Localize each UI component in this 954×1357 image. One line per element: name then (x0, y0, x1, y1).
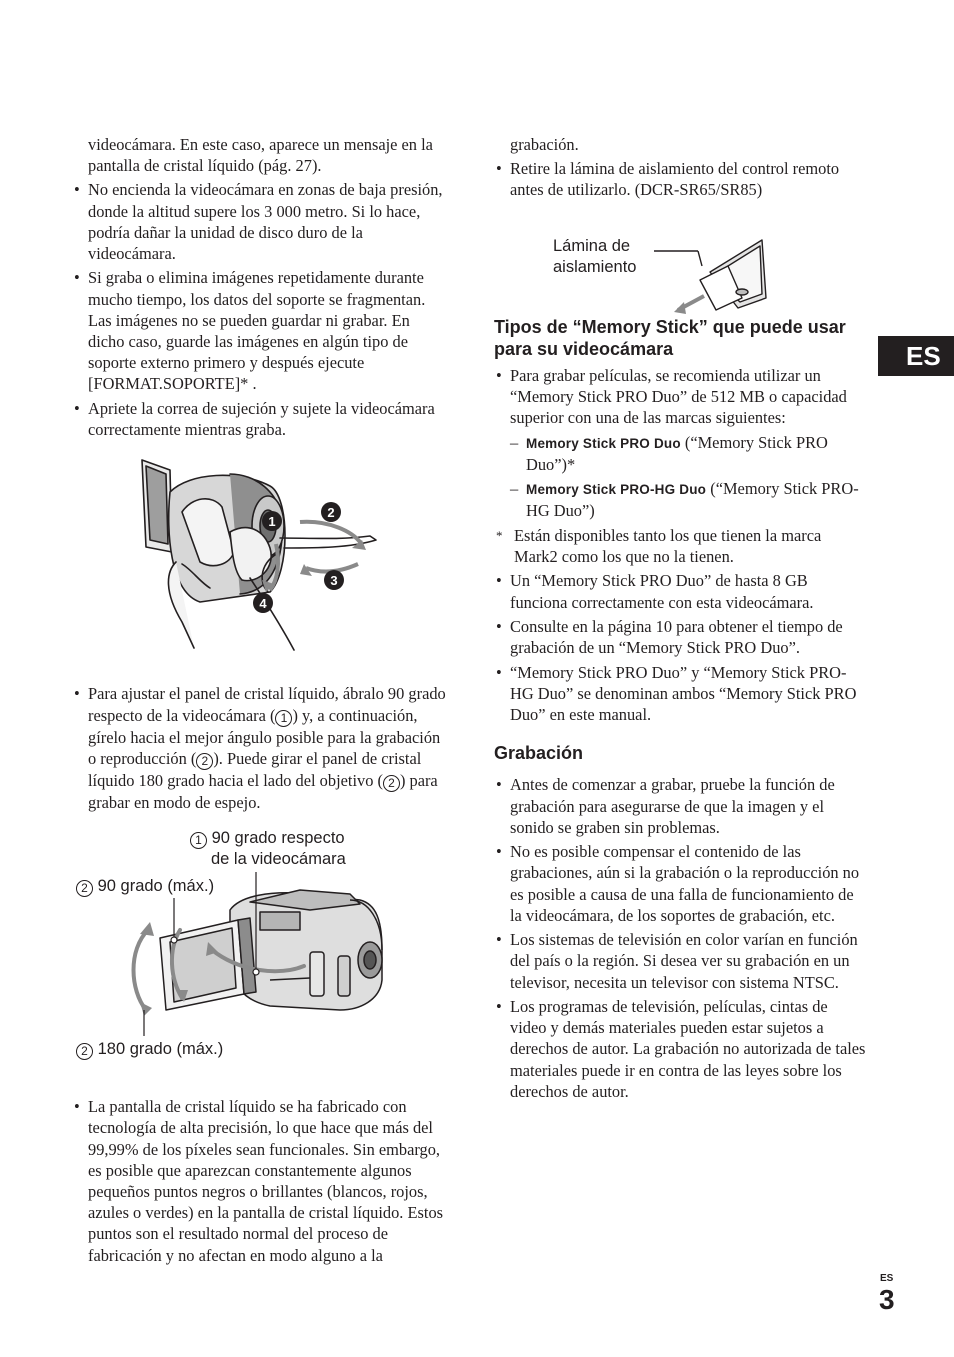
fig2-label-90-max: 2 90 grado (máx.) (76, 876, 214, 897)
remote-control-illustration (654, 236, 770, 318)
ms-8gb-bullet: • Un “Memory Stick PRO Duo” de hasta 8 GB funciona correctamente con esta videocámara. (494, 570, 868, 612)
lcd-rotation-illustration (120, 860, 400, 1030)
mark2-note: * Están disponibles tanto los que tienen la marca Mark2 como los que no la tienen. (496, 525, 822, 566)
grip-belt-illustration (130, 452, 390, 652)
insulation-sheet-label: Lámina de aislamiento (553, 237, 637, 276)
ms-record-bullet: • Para grabar películas, se recomienda utilizar un “Memory Stick PRO Duo” de 512 MB o capacidad superior con una de las marcas siguientes: (494, 365, 868, 429)
step-number: 2 (327, 505, 335, 520)
memory-stick-heading: Tipos de “Memory Stick” que puede usar para su videocámara (494, 316, 846, 359)
recording-heading: Grabación (494, 743, 584, 764)
continuation-text: grabación. (510, 135, 579, 154)
rec-test-bullet: • Antes de comenzar a grabar, pruebe la función de grabación para asegurarse de que la imagen y el sonido se graben sin problemas. (494, 774, 868, 838)
grip-belt-bullet: • Apriete la correa de sujeción y sujete la videocámara correctamente mientras graba. (72, 398, 448, 440)
step-number: 4 (259, 596, 267, 611)
rec-compensation-bullet: • No es posible compensar el contenido de las grabaciones, aún si la grabación o la reproducción no es posible a causa de una falla de funcionamiento de la videocámara, de los soportes de grabación, etc. (494, 841, 868, 926)
page-number: 3 (879, 1284, 895, 1315)
step-number: 1 (268, 514, 276, 529)
circled-number: 2 (76, 880, 93, 897)
ms-pro-duo-logo: Memory Stick PRO Duo (526, 435, 681, 451)
ms-page10-bullet: • Consulte en la página 10 para obtener el tiempo de grabación de un “Memory Stick PRO Duo”. (494, 616, 868, 658)
altitude-bullet: • No encienda la videocámara en zonas de baja presión, donde la altitud supere los 3 000 metro. Si lo hace, podría dañar la unidad de disco duro de la videocámara. (72, 179, 448, 264)
footer-language: ES (880, 1273, 894, 1284)
circled-number: 1 (275, 710, 292, 727)
intro-text: videocámara. En este caso, aparece un mensaje en la pantalla de cristal líquido (pág. 27). (88, 135, 433, 176)
ms-naming-bullet: • “Memory Stick PRO Duo” y “Memory Stick PRO-HG Duo” se denominan ambos “Memory Stick PRO Duo” en este manual. (494, 662, 868, 726)
ms-pro-hg-duo-item: – Memory Stick PRO-HG Duo (“Memory Stick PRO-HG Duo”) (510, 479, 859, 521)
fig2-label-180-max: 2 180 grado (máx.) (76, 1039, 223, 1060)
lcd-adjust-bullet: • Para ajustar el panel de cristal líquido, ábralo 90 grado respecto de la videocámara ( 1 ) y, a continuación, gírelo hacia el mejor ángulo posible para la grabación o reproducción ( 2 ). Puede girar el panel de cristal líquido 180 grado hacia el lado del objetivo ( 2 ) para grabar en modo de espejo. (72, 683, 448, 813)
rec-copyright-bullet: • Los programas de televisión, películas, cintas de video y demás materiales pueden estar sujetos a derechos de autor. La grabación no autorizada de tales materiales puede ir en contra de las leyes sobre los derechos de autor. (494, 996, 868, 1102)
circled-number: 2 (196, 753, 213, 770)
lcd-pixels-bullet: • La pantalla de cristal líquido se ha fabricado con tecnología de alta precisión, lo que hace que más del 99,99% de los píxeles sean funcionales. Sin embargo, es posible que aparezcan constantemente algunos pequeños puntos negros o brillantes (blancos, rojos, azules o verdes) en la pantalla de cristal líquido. Estos puntos son el resultado normal del proceso de fabricación y no afectan en modo alguno a la (72, 1096, 448, 1266)
circled-number: 1 (190, 832, 207, 849)
language-tab: ES (878, 336, 954, 376)
ms-pro-duo-item: – Memory Stick PRO Duo (“Memory Stick PRO Duo”)* (510, 432, 828, 474)
fig2-label-90-respect: 1 90 grado respecto de la videocámara (190, 828, 380, 870)
circled-number: 2 (76, 1043, 93, 1060)
step-number: 3 (330, 573, 338, 588)
ms-pro-hg-duo-logo: Memory Stick PRO-HG Duo (526, 482, 707, 498)
remote-sheet-bullet: • Retire la lámina de aislamiento del control remoto antes de utilizarlo. (DCR-SR65/SR85) (494, 158, 868, 200)
rec-tv-system-bullet: • Los sistemas de televisión en color varían en función del país o la región. Si desea ver su grabación en un televisor, necesita un televisor con sistema NTSC. (494, 929, 868, 993)
fragmentation-bullet: • Si graba o elimina imágenes repetidamente durante mucho tiempo, los datos del soporte se fragmentan. Las imágenes no se pueden guardar ni grabar. En dicho caso, guarde las imágenes en algún tipo de soporte externo primero y después ejecute [FORMAT.SOPORTE]* . (72, 267, 448, 394)
circled-number: 2 (383, 775, 400, 792)
left-column (72, 134, 448, 1269)
